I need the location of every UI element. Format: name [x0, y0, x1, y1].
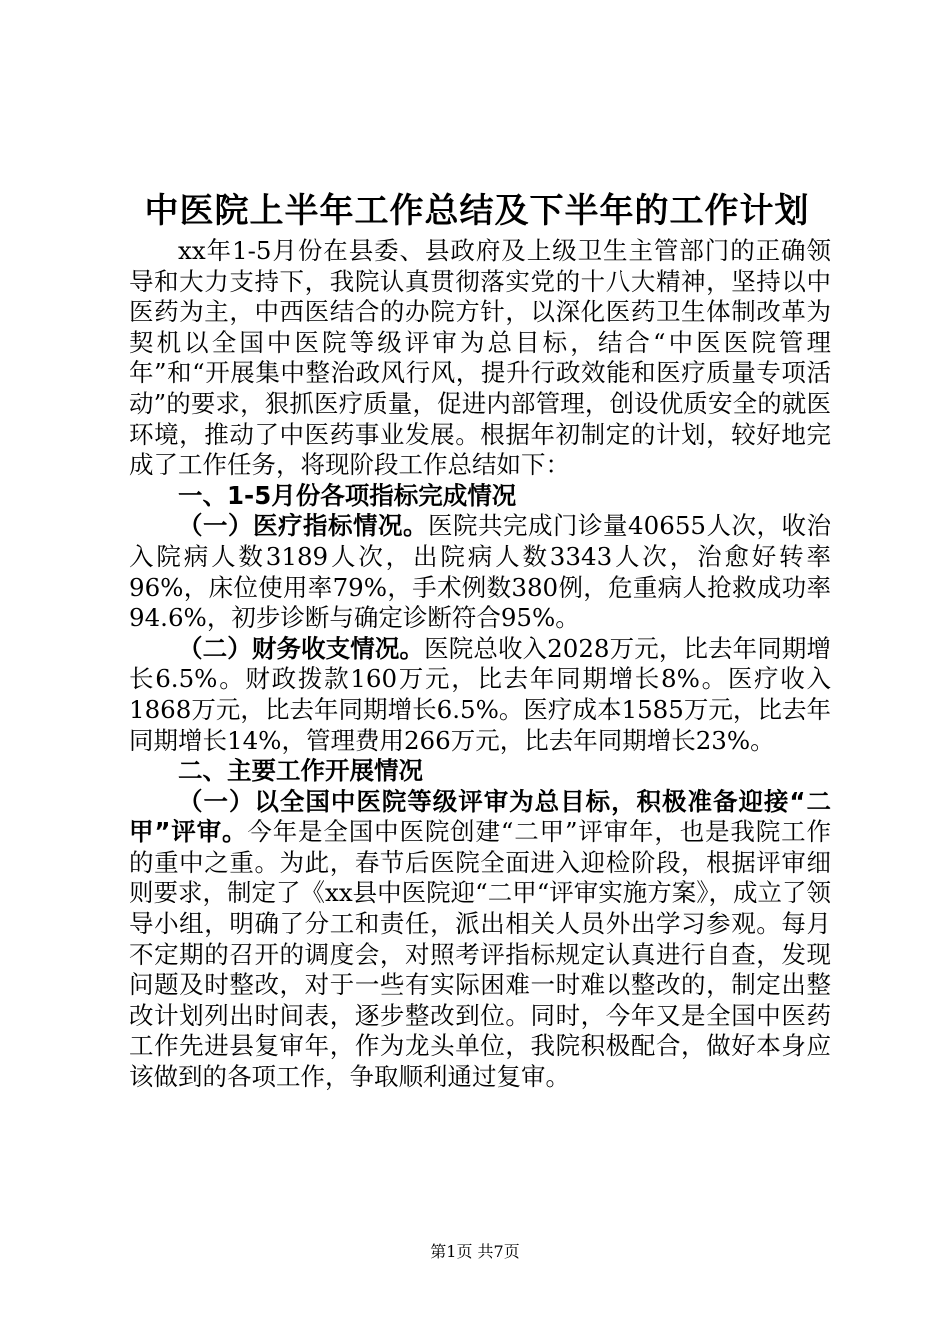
paragraph-text: 医院总收入2028万元，比去年同期增长6.5%。财政拨款160万元，比去年同期增长8%。医疗收入1868万元，比去年同期增长6.5%。医疗成本1585万元，比去年同期增长14%，管理费用266万元，比去年同期增长23%。	[129, 633, 831, 755]
paragraph-text: 医院共完成门诊量40655人次，收治入院病人数3189人次，出院病人数3343人次，治愈好转率96%，床位使用率79%，手术例数380例，危重病人抢救成功率94.6%，初步诊断与确定诊断符合95%。	[129, 511, 832, 633]
section-heading-indicators: 一、1-5月份各项指标完成情况	[178, 480, 517, 510]
paragraph-lead: （二）财务收支情况。	[178, 633, 425, 663]
paragraph-text: 今年是全国中医院创建“二甲”评审年，也是我院工作的重中之重。为此，春节后医院全面进入迎检阶段，根据评审细则要求，制定了《xx县中医院迎“二甲“评审实施方案》，成立了领导小组，明确了分工和责任，派出相关人员外出学习参观。每月不定期的召开的调度会，对照考评指标规定认真进行自查，发现问题及时整改，对于一些有实际困难一时难以整改的，制定出整改计划列出时间表，逐步整改到位。同时，今年又是全国中医药工作先进县复审年，作为龙头单位，我院积极配合，做好本身应该做到的各项工作，争取顺利通过复审。	[129, 817, 831, 1092]
document-page	[129, 186, 831, 1093]
paragraph-medical-indicators	[129, 511, 831, 633]
paragraph-finance	[129, 634, 831, 756]
page-footer: 第1页 共7页	[430, 1242, 520, 1261]
paragraph-evaluation	[129, 787, 831, 1093]
paragraph-lead: （一）医疗指标情况。	[178, 511, 429, 541]
section-heading-main-work: 二、主要工作开展情况	[178, 756, 423, 786]
paragraph-lead: （一）以全国中医院等级评审为总目标，积极准备迎接“二甲”评审。	[129, 786, 831, 847]
document-title: 中医院上半年工作总结及下半年的工作计划	[144, 191, 810, 231]
intro-paragraph: xx年1-5月份在县委、县政府及上级卫生主管部门的正确领导和大力支持下，我院认真贯彻落实党的十八大精神，坚持以中医药为主，中西医结合的办院方针，以深化医药卫生体制改革为契机以全国中医院等级评审为总目标，结合“中医医院管理年”和“开展集中整治政风行风，提升行政效能和医疗质量专项活动”的要求，狠抓医疗质量，促进内部管理，创设优质安全的就医环境，推动了中医药事业发展。根据年初制定的计划，较好地完成了工作任务，将现阶段工作总结如下：	[129, 236, 831, 480]
